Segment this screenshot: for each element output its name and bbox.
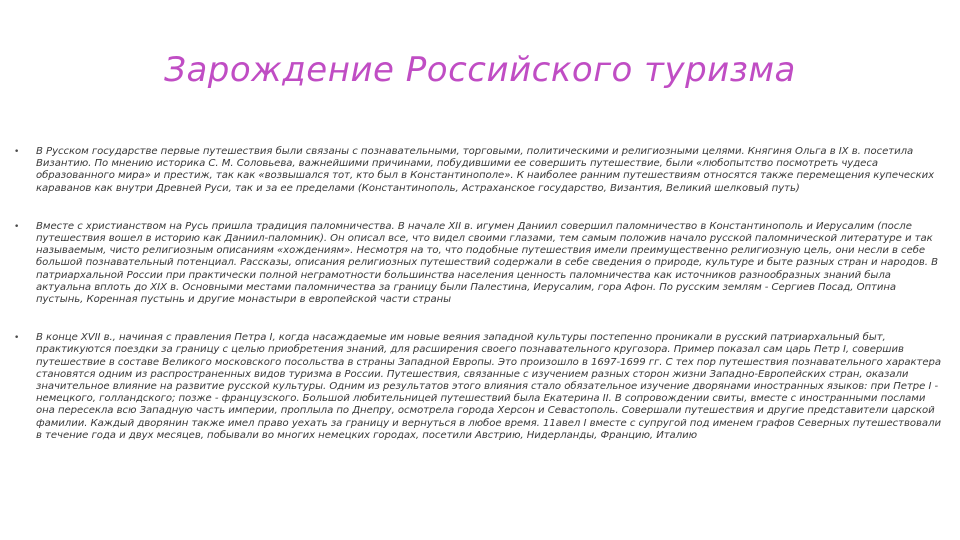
bullet-marker-2: • (14, 221, 20, 232)
bullet-marker-3: • (14, 333, 20, 344)
bullet-text-3: В конце XVII в., начиная с правления Петра I, когда насаждаемые им новые веяния западной культуры постепенно проникали в русский патриархальный быт, практикуются поездки за границу с целью приобретения знаний, для расширения своего познавательного кругозора. Пример показал сам царь Петр I, совершив путешествие в составе Великого московского посольства в страны Западной Европы. Это произошло в 1697-1699 гг. С тех пор путешествия познавательного характера становятся одним из распространенных видов туризма в России. Путешествия, связанные с изучением разных сторон жизни Западно-Европейских стран, оказали значительное влияние на развитие русской культуры. Одним из результатов этого влияния стало обязательное изучение дворянами иностранных языков: при Петре I - немецкого, голландского; позже - французского. Большой любительницей путешествий была Екатерина II. В сопровождении свиты, вместе с иностранными послами она пересекла всю Западную часть империи, проплыла по Днепру, осмотрела города Херсон и Севастополь. Совершали путешествия и другие представители царской фамилии. Каждый дворянин также имел право уехать за границу и вернуться в любое время. 11авел I вместе с супругой под именем графов Северных путешествовали в течение года и двух месяцев, побывали во многих немецких городах, посетили Австрию, Нидерланды, Францию, Италию (36, 332, 942, 441)
bullet-item-3 (14, 332, 942, 442)
slide-title: Зарождение Российского туризма (164, 50, 796, 90)
bullet-item-2 (14, 220, 942, 306)
slide-content (14, 146, 942, 442)
bullet-text-2: Вместе с христианством на Русь пришла традиция паломничества. В начале XII в. игумен Даниил совершил паломничество в Константинополь и Иерусалим (после путешествия вошел в историю как Даниил-паломник). Он описал все, что видел своими глазами, тем самым положив начало русской паломнической литературе и так называемым, чисто религиозным описаниям «хождениям». Несмотря на то, что подобные путешествия имели преимущественно религиозную цель, они несли в себе большой познавательный потенциал. Рассказы, описания религиозных путешествий содержали в себе сведения о природе, культуре и быте разных стран и народов. В патриархальной России при практически полной неграмотности большинства населения ценность паломничества как источников разнообразных знаний была актуальна вплоть до XIX в. Основными местами паломничества за границу были Палестина, Иерусалим, гора Афон. По русским землям - Сергиев Посад, Оптина пустынь, Коренная пустынь и другие монастыри в европейской части страны (36, 220, 938, 306)
bullet-item-1 (14, 146, 942, 195)
bullet-text-1: В Русском государстве первые путешествия были связаны с познавательными, торговыми, политическими и религиозными целями. Княгиня Ольга в IX в. посетила Византию. По мнению историка С. М. Соловьева, важнейшими причинами, побудившими ее совершить путешествие, были «любопытство посмотреть чудеса образованного мира» и престиж, так как «возвышался тот, кто был в Константинополе». К наиболее ранним путешествиям относятся также перемещения купеческих караванов как внутри Древней Руси, так и за ее пределами (Константинополь, Астраханское государство, Византия, Великий шелковый путь) (36, 146, 935, 194)
bullet-marker-1: • (14, 147, 20, 157)
